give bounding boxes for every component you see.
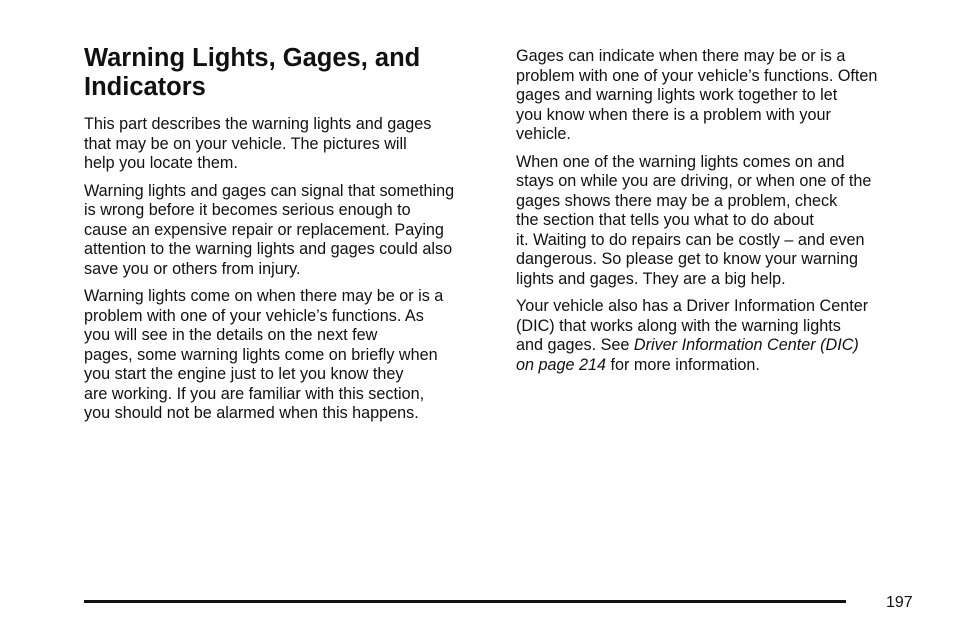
text-line: cause an expensive repair or replacement. Paying (84, 220, 444, 239)
text-line: that may be on your vehicle. The pictures will (84, 134, 407, 153)
body-paragraph (84, 182, 490, 280)
body-paragraph (84, 287, 490, 424)
cross-reference-page-link[interactable]: on page 214 (516, 355, 607, 374)
text-line: problem with one of your vehicle’s functions. As (84, 306, 424, 325)
section-heading (84, 44, 490, 102)
text-line: When one of the warning lights comes on and (516, 152, 845, 171)
body-paragraph (516, 153, 922, 290)
text-line: Warning lights come on when there may be or is a (84, 287, 444, 305)
text-line: you will see in the details on the next few (84, 326, 378, 344)
text-line: dangerous. So please get to know your warning (516, 250, 858, 268)
text-fragment: and gages. See (516, 336, 634, 354)
text-line: the section that tells you what to do about (516, 211, 814, 229)
text-line: attention to the warning lights and gages could also (84, 240, 453, 258)
text-line: This part describes the warning lights and gages (84, 115, 432, 133)
text-line: vehicle. (516, 125, 571, 143)
text-line: help you locate them. (84, 154, 238, 172)
text-line: problem with one of your vehicle’s functions. Often (516, 66, 878, 85)
body-paragraph (516, 47, 922, 145)
text-line: you start the engine just to let you know they (84, 365, 404, 383)
text-line: gages shows there may be a problem, check (516, 191, 838, 210)
footer-rule (84, 600, 846, 603)
text-line: gages and warning lights work together to let (516, 86, 838, 104)
text-line: pages, some warning lights come on briefly when (84, 345, 438, 364)
intro-paragraph (84, 115, 490, 174)
heading-line: Indicators (84, 73, 206, 101)
text-line (516, 356, 922, 376)
text-line: save you or others from injury. (84, 259, 301, 278)
text-line: is wrong before it becomes serious enough to (84, 201, 411, 219)
text-line: (DIC) that works along with the warning lights (516, 316, 841, 335)
text-line: lights and gages. They are a big help. (516, 269, 786, 288)
text-line: Warning lights and gages can signal that something (84, 181, 455, 200)
dic-paragraph (516, 297, 922, 375)
text-line: Gages can indicate when there may be or is a (516, 47, 846, 65)
text-line (516, 336, 922, 356)
cross-reference-link[interactable]: Driver Information Center (DIC) (633, 336, 859, 354)
left-column (84, 44, 490, 432)
text-line: you should not be alarmed when this happens. (84, 404, 419, 422)
heading-line: Warning Lights, Gages, and (84, 44, 421, 72)
right-column (516, 47, 922, 383)
text-line: are working. If you are familiar with this section, (84, 384, 425, 403)
text-fragment: for more information. (606, 355, 760, 374)
text-line: it. Waiting to do repairs can be costly – and even (516, 230, 865, 249)
text-line: stays on while you are driving, or when one of the (516, 172, 872, 190)
page-number: 197 (886, 594, 913, 611)
text-line: Your vehicle also has a Driver Information Center (516, 297, 869, 315)
text-line: you know when there is a problem with your (516, 105, 831, 124)
